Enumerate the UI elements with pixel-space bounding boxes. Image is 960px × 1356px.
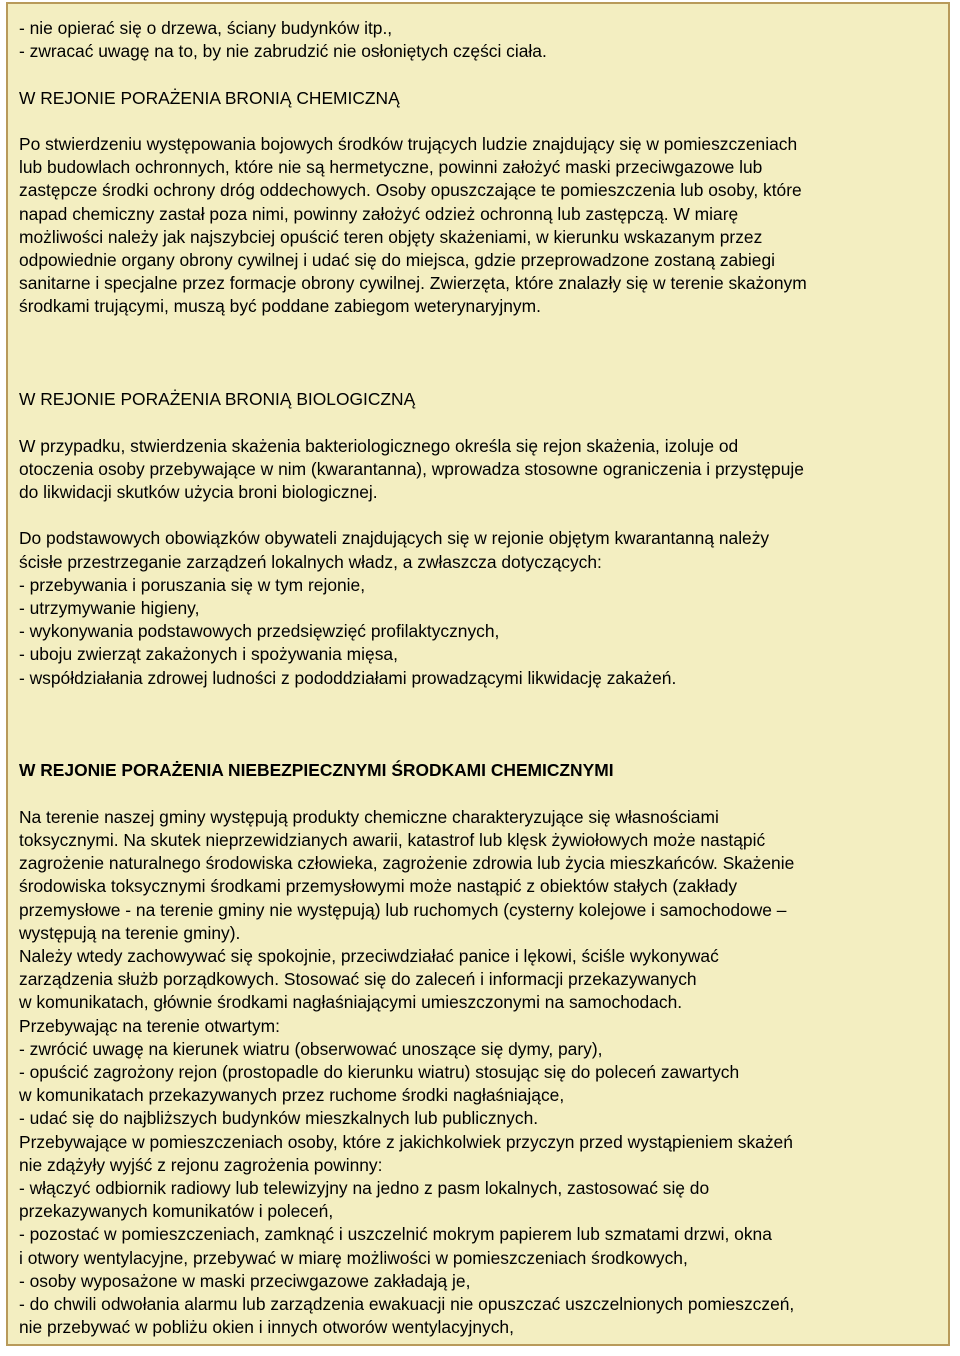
section-dangerous-chemicals — [19, 759, 948, 1339]
section-chemical-weapon — [19, 87, 948, 319]
paragraph-line: środowiska toksycznymi środkami przemysłowymi może nastąpić z obiektów stałych (zakłady — [19, 876, 738, 897]
paragraph-line: ścisłe przestrzeganie zarządzeń lokalnych władz, a zwłaszcza dotyczących: — [19, 551, 602, 572]
list-item: - przebywania i poruszania się w tym rejonie, — [19, 574, 366, 595]
paragraph-line: napad chemiczny zastał poza nimi, powinny założyć odzież ochronną lub zastępczą. W miarę — [19, 203, 739, 224]
section-heading: W REJONIE PORAŻENIA BRONIĄ CHEMICZNĄ — [19, 87, 400, 108]
section-biological-weapon — [19, 388, 948, 690]
paragraph-line: Przebywające w pomieszczeniach osoby, które z jakichkolwiek przyczyn przed wystąpieniem skażeń — [19, 1131, 793, 1152]
section-paragraph — [19, 435, 948, 505]
intro-list — [19, 17, 948, 63]
paragraph-line: do likwidacji skutków użycia broni biologicznej. — [19, 481, 378, 502]
list-item: - wykonywania podstawowych przedsięwzięć profilaktycznych, — [19, 621, 500, 642]
paragraph-line: przemysłowe - na terenie gminy nie występują) lub ruchomych (cysterny kolejowe i samochodowe – — [19, 899, 787, 920]
list-item: - pozostać w pomieszczeniach, zamknąć i uszczelnić mokrym papierem lub szmatami drzwi, okna — [19, 1224, 772, 1245]
list-item: - do chwili odwołania alarmu lub zarządzenia ewakuacji nie opuszczać uszczelnionych pomieszczeń, — [19, 1294, 795, 1315]
paragraph-line: W przypadku, stwierdzenia skażenia bakteriologicznego określa się rejon skażenia, izoluje od — [19, 435, 739, 456]
intro-line: - nie opierać się o drzewa, ściany budynków itp., — [19, 18, 393, 38]
list-item: - współdziałania zdrowej ludności z pododdziałami prowadzącymi likwidację zakażeń. — [19, 667, 677, 688]
section-heading: W REJONIE PORAŻENIA NIEBEZPIECZNYMI ŚRODKAMI CHEMICZNYMI — [19, 760, 614, 781]
list-item: - uboju zwierząt zakażonych i spożywania mięsa, — [19, 644, 398, 665]
list-item: - włączyć odbiornik radiowy lub telewizyjny na jedno z pasm lokalnych, zastosować się do — [19, 1178, 710, 1199]
paragraph-line: środkami trującymi, muszą być poddane zabiegom weterynaryjnym. — [19, 296, 541, 317]
paragraph-line: zastępcze środki ochrony dróg oddechowych. Osoby opuszczające te pomieszczenia lub osoby, które — [19, 180, 802, 201]
document-page — [6, 2, 950, 1346]
paragraph-line: występują na terenie gminy). — [19, 922, 241, 943]
intro-line: - zwracać uwagę na to, by nie zabrudzić nie osłoniętych części ciała. — [19, 41, 547, 62]
section-paragraph — [19, 806, 948, 1340]
paragraph-line: Przebywając na terenie otwartym: — [19, 1015, 280, 1036]
list-item: - opuścić zagrożony rejon (prostopadle do kierunku wiatru) stosując się do poleceń zawartych — [19, 1062, 740, 1082]
list-item: - zwrócić uwagę na kierunek wiatru (obserwować unoszące się dymy, pary), — [19, 1038, 603, 1059]
paragraph-line: zarządzenia służb porządkowych. Stosować się do zaleceń i informacji przekazywanych — [19, 969, 697, 990]
paragraph-line: możliwości należy jak najszybciej opuścić teren objęty skażeniami, w kierunku wskazanym przez — [19, 226, 763, 247]
paragraph-line: Na terenie naszej gminy występują produkty chemiczne charakteryzujące się własnościami — [19, 806, 719, 827]
section-paragraph — [19, 133, 948, 319]
paragraph-line: sanitarne i specjalne przez formacje obrony cywilnej. Zwierzęta, które znalazły się w terenie skażonym — [19, 273, 807, 294]
list-item: - osoby wyposażone w maski przeciwgazowe zakładają je, — [19, 1270, 471, 1291]
paragraph-line: w komunikatach, głównie środkami nagłaśniającymi umieszczonymi na samochodach. — [19, 992, 683, 1013]
section-heading: W REJONIE PORAŻENIA BRONIĄ BIOLOGICZNĄ — [19, 389, 416, 410]
list-item: w komunikatach przekazywanych przez ruchome środki nagłaśniające, — [19, 1085, 565, 1106]
section-paragraph — [19, 527, 948, 689]
paragraph-line: zagrożenie naturalnego środowiska człowieka, zagrożenie zdrowia lub życia mieszkańców. Skażenie — [19, 853, 795, 874]
list-item: przekazywanych komunikatów i poleceń, — [19, 1201, 334, 1222]
paragraph-line: toksycznymi. Na skutek nieprzewidzianych awarii, katastrof lub klęsk żywiołowych może nastąpić — [19, 829, 766, 850]
paragraph-line: Do podstawowych obowiązków obywateli znajdujących się w rejonie objętym kwarantanną należy — [19, 528, 770, 549]
list-item: - udać się do najbliższych budynków mieszkalnych lub publicznych. — [19, 1108, 539, 1129]
paragraph-line: lub budowlach ochronnych, które nie są hermetyczne, powinni założyć maski przeciwgazowe lub — [19, 157, 763, 178]
list-item: - utrzymywanie higieny, — [19, 597, 200, 618]
paragraph-line: Należy wtedy zachowywać się spokojnie, przeciwdziałać panice i lękowi, ściśle wykonywać — [19, 945, 719, 966]
list-item: nie przebywać w pobliżu okien i innych otworów wentylacyjnych, — [19, 1317, 514, 1338]
paragraph-line: odpowiednie organy obrony cywilnej i udać się do miejsca, gdzie przeprowadzone zostaną zabiegi — [19, 250, 775, 270]
list-item: i otwory wentylacyjne, przebywać w miarę możliwości w pomieszczeniach środkowych, — [19, 1247, 688, 1268]
paragraph-line: Po stwierdzeniu występowania bojowych środków trujących ludzie znajdujący się w pomieszczeniach — [19, 133, 798, 154]
paragraph-line: otoczenia osoby przebywające w nim (kwarantanna), wprowadza stosowne ograniczenia i przystępuje — [19, 458, 804, 479]
paragraph-line: nie zdążyły wyjść z rejonu zagrożenia powinny: — [19, 1154, 383, 1175]
